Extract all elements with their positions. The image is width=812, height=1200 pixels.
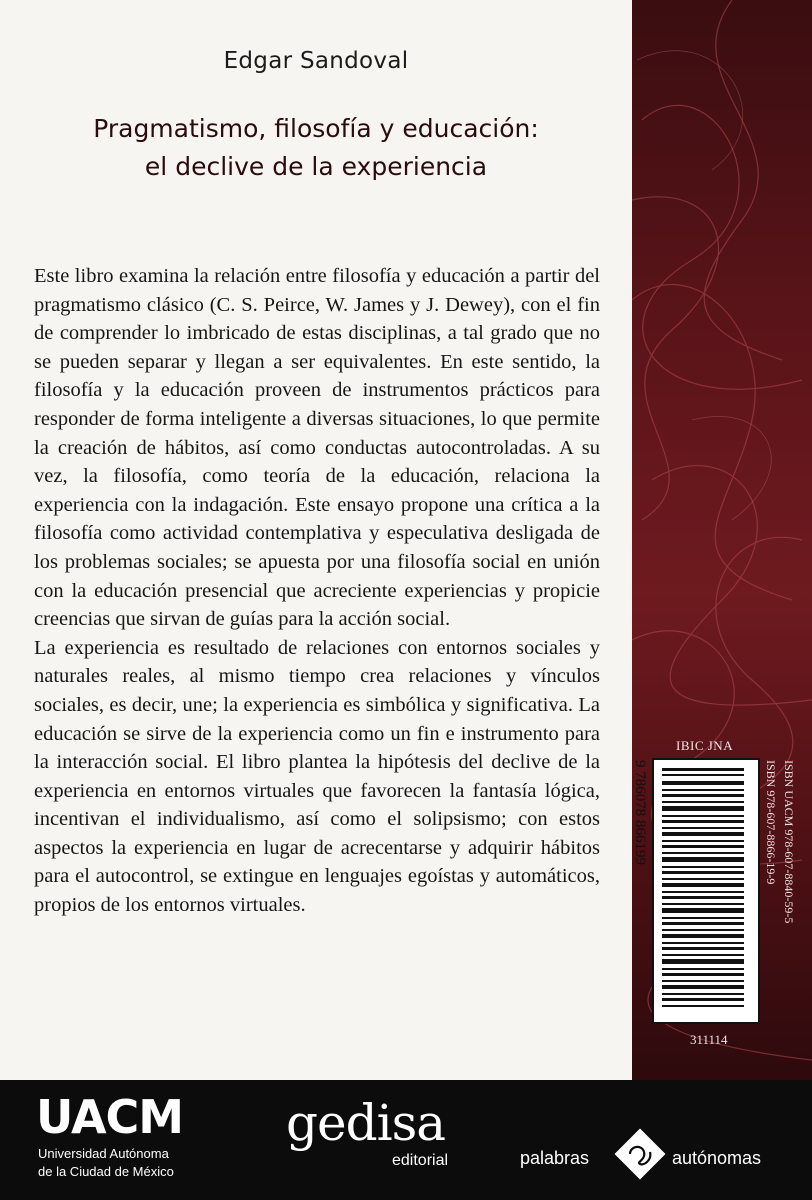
barcode-digits: 9 786078 866199 [632, 760, 648, 865]
ibic-code: IBIC JNA [676, 738, 734, 753]
uacm-name-line-2: de la Ciudad de México [38, 1164, 174, 1179]
book-title-line-2: el declive de la experiencia [144, 152, 488, 181]
isbn-uacm: ISBN UACM 978-607-8840-59-5 [782, 760, 796, 924]
author-name: Edgar Sandoval [223, 48, 409, 74]
book-title-line-1: Pragmatismo, filosofía y educación: [93, 114, 539, 143]
palabras-autonomas-diamond-icon [612, 1126, 668, 1182]
uacm-logo: UACM [36, 1090, 184, 1144]
barcode-bars-icon [654, 760, 758, 1022]
barcode [652, 758, 760, 1024]
isbn-column [764, 760, 804, 1020]
isbn-main: ISBN 978-607-8866-19-9 [764, 760, 778, 885]
product-code: 311114 [690, 1032, 728, 1047]
synopsis-paragraph-1: Este libro examina la relación entre filosofía y educación a partir del pragmatismo clásico (C. S. Peirce, W. James y J. Dewey), con el fin de comprender lo imbricado de estas disciplinas, a tal grado que no se pueden separar y llegan a ser equivalentes. En este sentido, la filosofía y la educación proveen de instrumentos prácticos para responder de forma inteligente a diversas situaciones, lo que permite la creación de hábitos, así como conductas autocontroladas. A su vez, la filosofía, como teoría de la educación, relaciona la experiencia con la indagación. Este ensayo propone una crítica a la filosofía como actividad contemplativa y especulativa desligada de los problemas sociales; se apuesta por una filosofía social en unión con la educación presencial que acreciente experiencias y propicie creencias que sirvan de guías para la acción social. [34, 265, 600, 631]
synopsis-paragraph-2: La experiencia es resultado de relaciones con entornos sociales y naturales reales, al mismo tiempo crea relaciones y vínculos sociales, es decir, une; la experiencia es simbólica y significativa. La educación se sirve de la experiencia como un fin e instrumento para la interacción social. El libro plantea la hipótesis del declive de la experiencia en entornos virtuales que favorecen la fantasía lógica, incentivan el individualismo, así como el solipsismo; con estos aspectos la experiencia en lugar de acrecentarse y adquirir hábitos para el autocontrol, se extingue en lenguajes egoístas y automáticos, propios de los entornos virtuales. [34, 636, 600, 917]
synopsis [34, 262, 600, 920]
barcode-digits-column [632, 760, 650, 1020]
gedisa-logo: gedisa [286, 1094, 446, 1152]
autonomas-label: autónomas [672, 1148, 762, 1168]
book-title [0, 110, 632, 186]
palabras-label: palabras [520, 1148, 590, 1168]
publisher-footer [0, 1080, 812, 1200]
uacm-name-line-1: Universidad Autónoma [38, 1146, 169, 1161]
gedisa-editorial-label: editorial [392, 1152, 449, 1169]
